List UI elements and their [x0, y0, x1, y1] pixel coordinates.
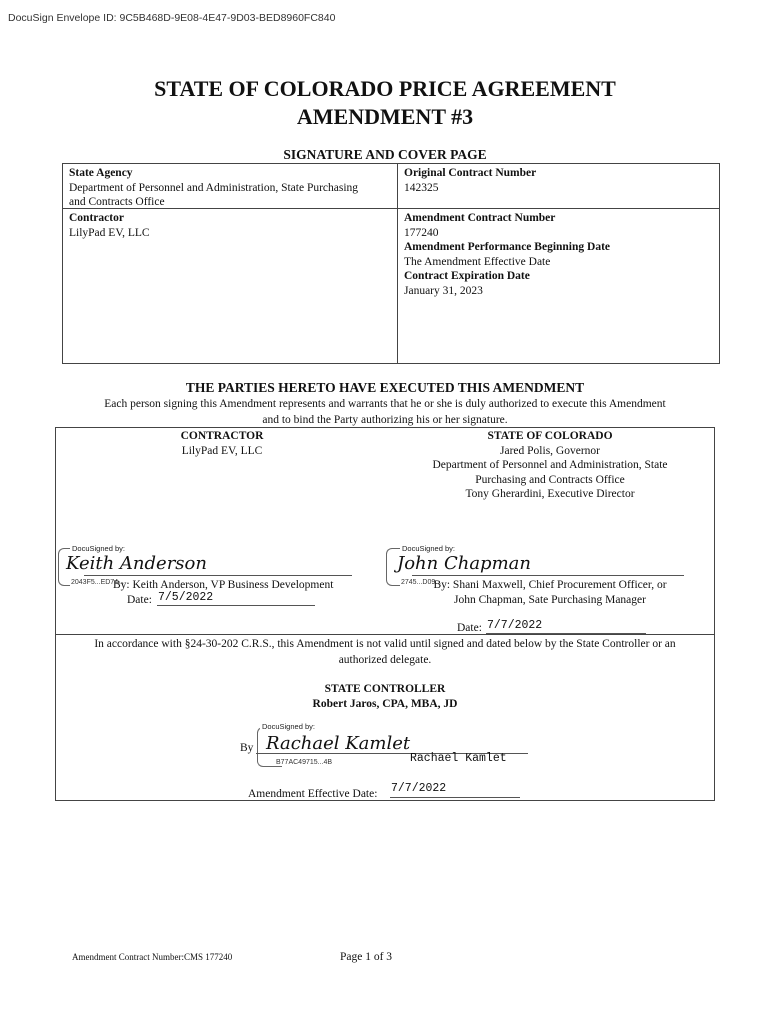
contractor-by-line: By: Keith Anderson, VP Business Development: [113, 579, 334, 591]
amendment-contract-label: Amendment Contract Number: [404, 212, 556, 224]
contractor-signature-line: [84, 575, 352, 576]
cover-table-divider: [397, 163, 398, 364]
executed-paragraph: [40, 397, 730, 428]
expiration-date-value: January 31, 2023: [404, 284, 483, 297]
effective-date-line: [390, 797, 520, 798]
controller-by-label: By: [240, 742, 254, 754]
controller-heading: STATE CONTROLLER: [324, 683, 446, 695]
contractor-column: [62, 429, 382, 458]
contractor-column-header: CONTRACTOR: [180, 430, 264, 442]
footer-contract-number: Amendment Contract Number:CMS 177240: [72, 952, 233, 962]
state-agency-label: State Agency: [69, 167, 133, 179]
state-date-line: [486, 633, 646, 634]
contractor-cell: [69, 211, 391, 240]
controller-name: Robert Jaros, CPA, MBA, JD: [312, 698, 458, 710]
contractor-docusigned-label: DocuSigned by:: [72, 544, 125, 553]
state-column-header: STATE OF COLORADO: [487, 430, 613, 442]
controller-signature[interactable]: Rachael Kamlet: [266, 733, 411, 754]
original-contract-cell: [404, 166, 714, 195]
contractor-date-value: 7/5/2022: [158, 591, 214, 604]
state-agency-line1: Department of Personnel and Administration, State Purchasing: [69, 181, 359, 194]
contractor-value: LilyPad EV, LLC: [69, 226, 150, 239]
controller-docusigned-label: DocuSigned by:: [262, 722, 315, 731]
state-by-block: [400, 578, 700, 607]
contractor-column-name: LilyPad EV, LLC: [181, 444, 263, 457]
state-column-line2: Department of Personnel and Administration, State: [432, 459, 668, 471]
controller-typed-name: Rachael Kamlet: [410, 752, 507, 765]
state-agency-cell: [69, 166, 391, 210]
expiration-date-label: Contract Expiration Date: [404, 270, 530, 282]
executed-heading: THE PARTIES HERETO HAVE EXECUTED THIS AMENDMENT: [185, 380, 585, 395]
state-date-value: 7/7/2022: [487, 619, 543, 632]
footer-page-number: Page 1 of 3: [340, 951, 393, 963]
executed-paragraph-line1: Each person signing this Amendment represents and warrants that he or she is duly authorized to execute this Amendment: [104, 398, 666, 410]
contractor-doc-id: 2043F5...ED74...: [71, 579, 124, 586]
state-column-line1: Jared Polis, Governor: [500, 444, 600, 457]
performance-date-value: The Amendment Effective Date: [404, 255, 551, 268]
contractor-date-label: Date:: [127, 594, 152, 606]
effective-date-label: Amendment Effective Date:: [248, 788, 378, 800]
effective-date-value: 7/7/2022: [391, 782, 447, 795]
state-by-line1: By: Shani Maxwell, Chief Procurement Officer, or: [433, 579, 667, 591]
document-title-line1: STATE OF COLORADO PRICE AGREEMENT: [154, 76, 616, 101]
state-docusigned-label: DocuSigned by:: [402, 544, 455, 553]
state-signature-line: [412, 575, 684, 576]
executed-paragraph-line2: and to bind the Party authorizing his or her signature.: [262, 413, 508, 426]
contractor-date-line: [157, 605, 315, 606]
state-agency-line2: and Contracts Office: [69, 196, 165, 208]
amendment-details-cell: [404, 211, 714, 298]
original-contract-value: 142325: [404, 181, 439, 194]
state-date-label: Date:: [457, 622, 482, 634]
state-doc-id: 2745...D09...: [401, 579, 442, 586]
contractor-signature[interactable]: Keith Anderson: [66, 553, 207, 574]
state-column: [400, 429, 700, 502]
state-column-line4: Tony Gherardini, Executive Director: [465, 488, 635, 500]
contractor-label: Contractor: [69, 212, 124, 224]
envelope-id: DocuSign Envelope ID: 9C5B468D-9E08-4E47-9D03-BED8960FC840: [8, 12, 336, 24]
state-signature[interactable]: John Chapman: [397, 553, 531, 574]
performance-date-label: Amendment Performance Beginning Date: [404, 241, 611, 253]
signature-table-row-divider: [55, 634, 715, 635]
state-by-line2: John Chapman, Sate Purchasing Manager: [454, 593, 646, 606]
original-contract-label: Original Contract Number: [404, 167, 537, 179]
controller-paragraph: [55, 637, 715, 668]
controller-paragraph-line1: In accordance with §24-30-202 C.R.S., this Amendment is not valid until signed and dated below by the State Controller or an: [94, 638, 676, 650]
cover-page-heading: SIGNATURE AND COVER PAGE: [283, 147, 487, 162]
controller-doc-id: B77AC49715...4B: [276, 759, 333, 766]
amendment-contract-value: 177240: [404, 226, 439, 239]
state-column-line3: Purchasing and Contracts Office: [475, 473, 625, 486]
document-title-line2: AMENDMENT #3: [296, 104, 474, 129]
controller-paragraph-line2: authorized delegate.: [338, 653, 432, 666]
